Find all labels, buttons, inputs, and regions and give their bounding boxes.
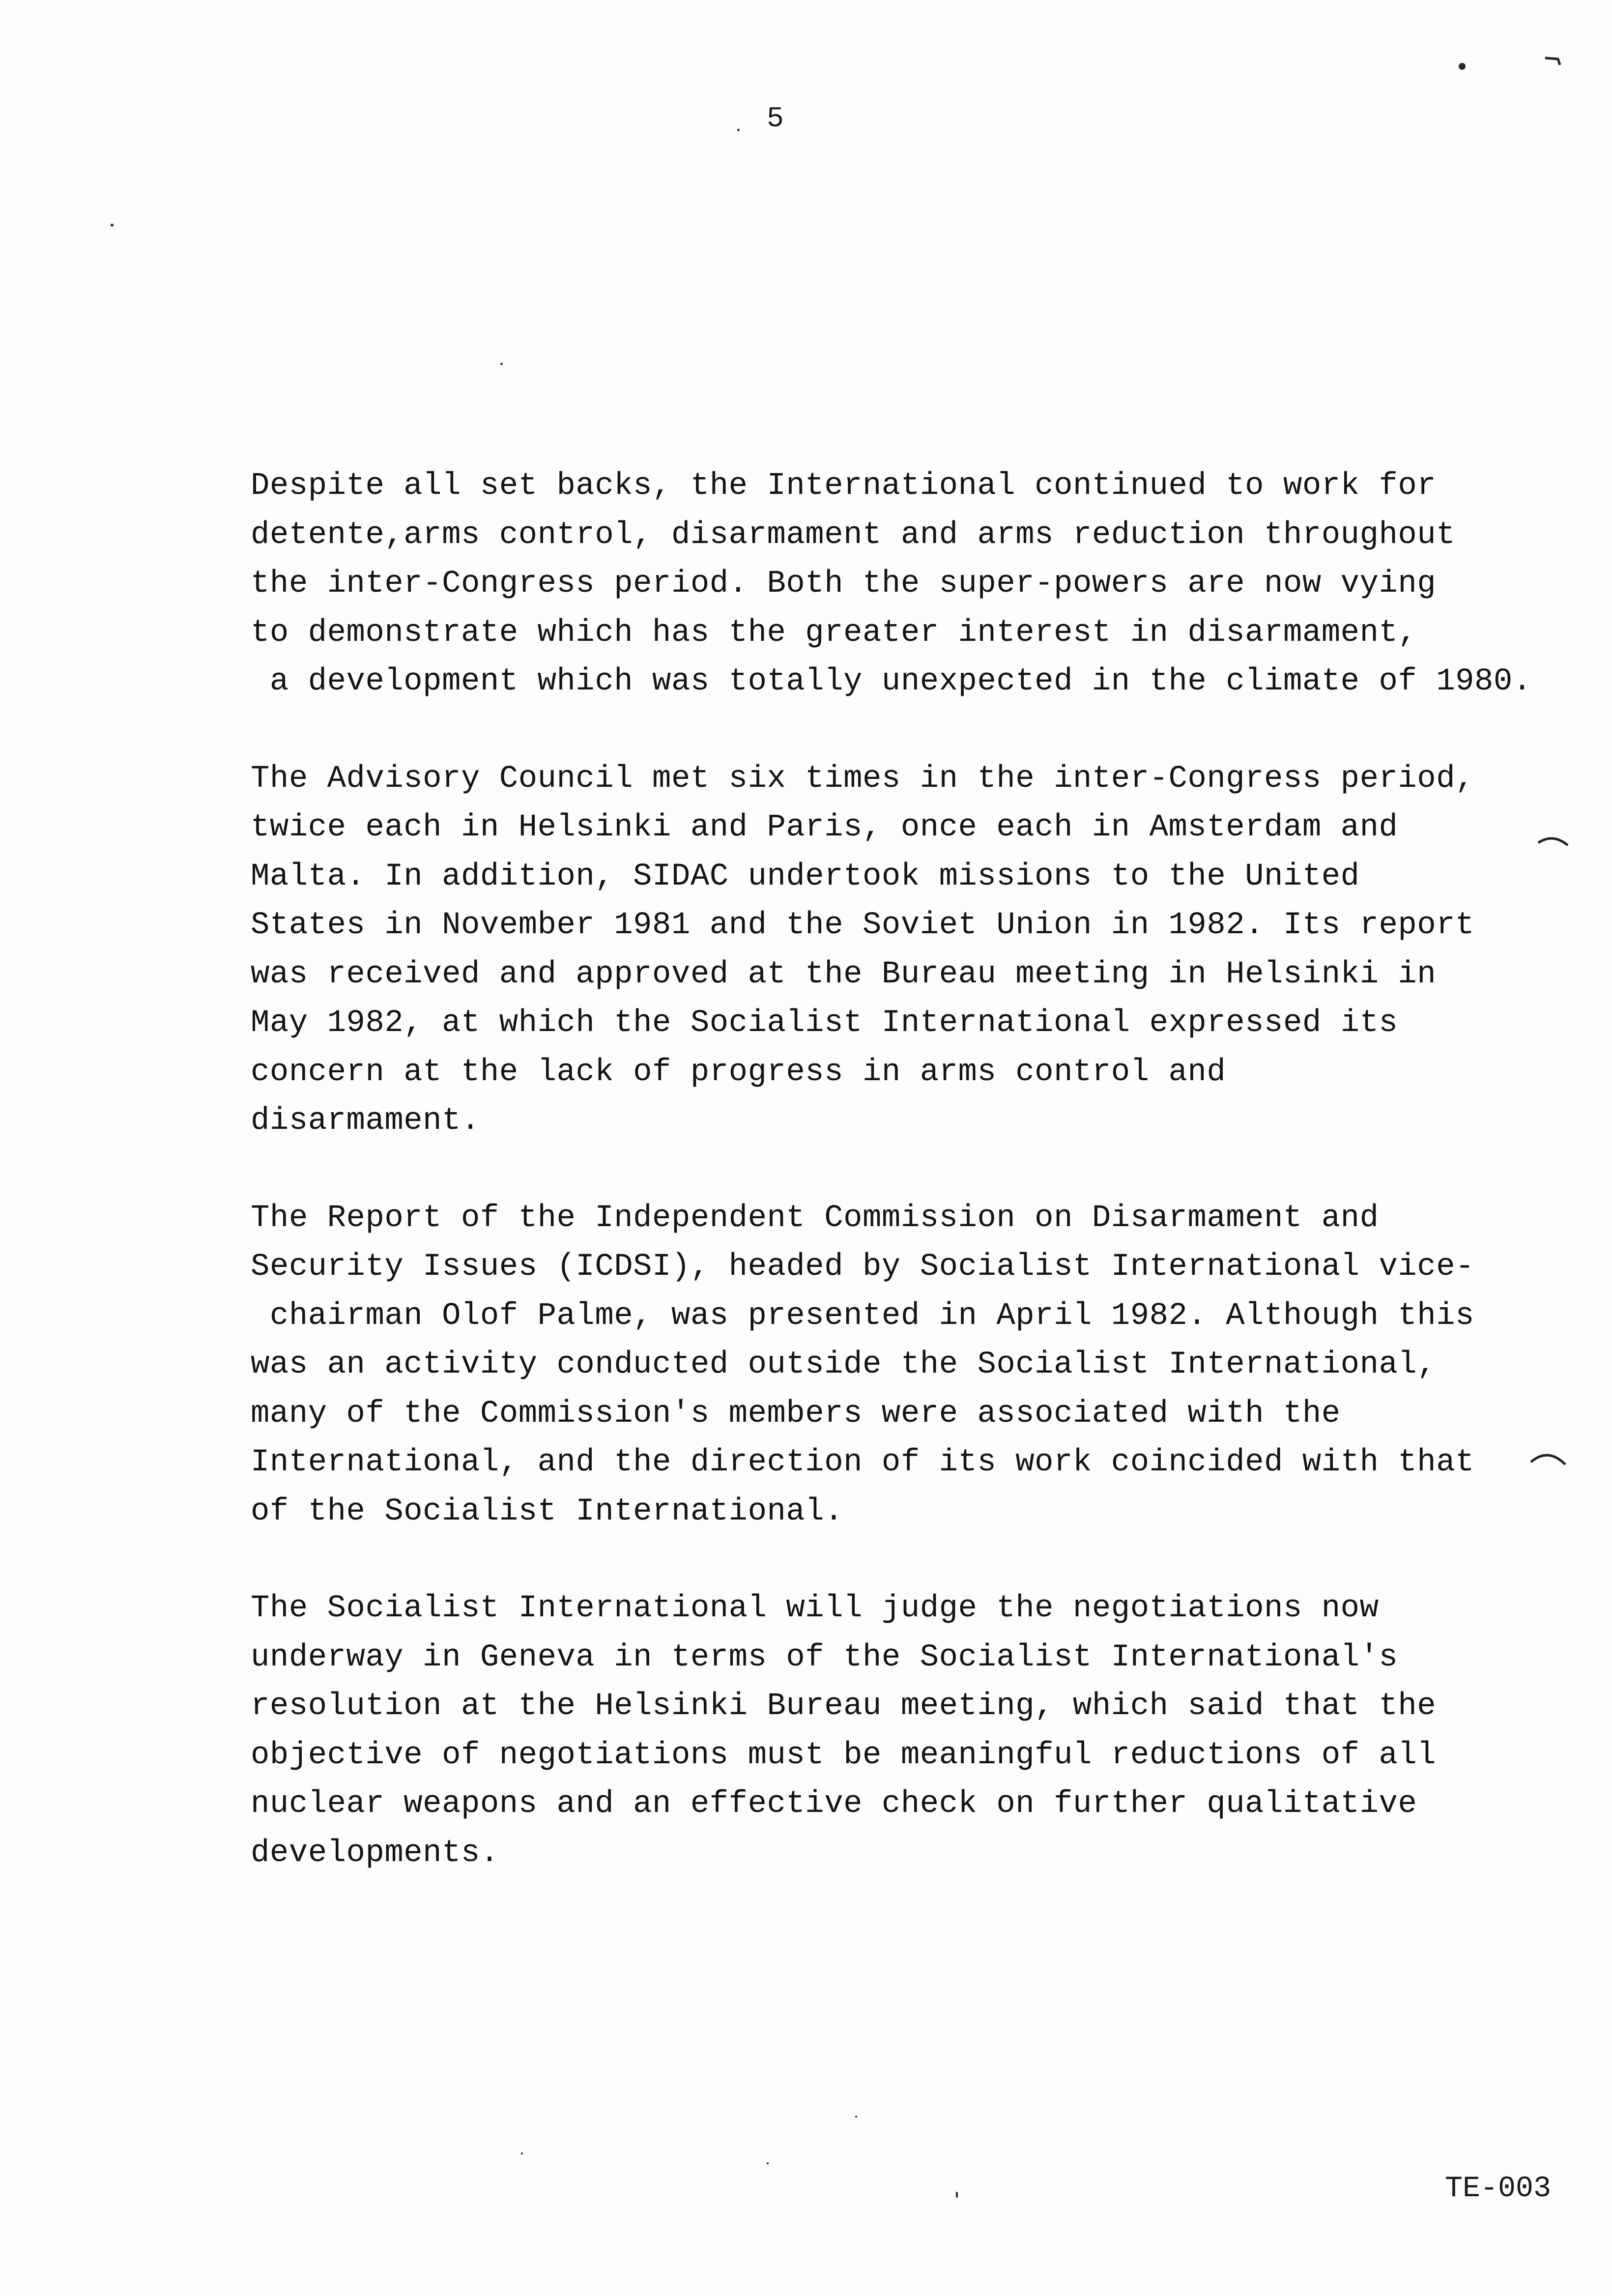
text-line: detente,arms control, disarmament and arms reduction throughout	[251, 517, 1456, 553]
margin-mark	[1536, 831, 1570, 850]
text-line: disarmament.	[251, 1103, 480, 1139]
text-line: Security Issues (ICDSI), headed by Socialist International vice-	[251, 1249, 1474, 1285]
text-line: many of the Commission's members were associated with the	[251, 1396, 1341, 1432]
scan-speck	[767, 2162, 769, 2164]
page-number: 5	[767, 103, 784, 135]
text-line: twice each in Helsinki and Paris, once each in Amsterdam and	[251, 810, 1398, 845]
text-line: was received and approved at the Bureau meeting in Helsinki in	[251, 956, 1437, 992]
paragraph-advisory-council	[251, 755, 1548, 1146]
text-line: States in November 1981 and the Soviet Union in 1982. Its report	[251, 908, 1474, 943]
text-line: International, and the direction of its work coincided with that	[251, 1445, 1474, 1480]
text-line: chairman Olof Palme, was presented in April 1982. Although this	[251, 1298, 1474, 1334]
document-body	[251, 462, 1548, 1926]
text-line: resolution at the Helsinki Bureau meeting, which said that the	[251, 1689, 1437, 1724]
document-code: TE-003	[1445, 2172, 1552, 2206]
text-line: Despite all set backs, the International continued to work for	[251, 468, 1437, 504]
text-line: May 1982, at which the Socialist International expressed its	[251, 1005, 1398, 1041]
text-line: the inter-Congress period. Both the super-powers are now vying	[251, 566, 1437, 602]
text-line: to demonstrate which has the greater interest in disarmament,	[251, 615, 1417, 651]
text-line: objective of negotiations must be meaningful reductions of all	[251, 1737, 1437, 1773]
corner-mark	[1543, 54, 1563, 69]
paragraph-icdsi-report	[251, 1194, 1548, 1537]
paragraph-detente	[251, 462, 1548, 707]
text-line: concern at the lack of progress in arms control and	[251, 1054, 1226, 1090]
text-line: The Advisory Council met six times in the inter-Congress period,	[251, 761, 1474, 797]
text-line: nuclear weapons and an effective check on further qualitative	[251, 1786, 1417, 1822]
scan-speck	[521, 2152, 523, 2154]
scan-speck	[111, 224, 114, 227]
text-line: The Report of the Independent Commission on Disarmament and	[251, 1200, 1379, 1236]
text-line: of the Socialist International.	[251, 1493, 844, 1529]
scan-speck	[737, 129, 740, 131]
text-line: Malta. In addition, SIDAC undertook missions to the United	[251, 859, 1360, 894]
text-line: developments.	[251, 1835, 499, 1871]
text-line: a development which was totally unexpected in the climate of 1980.	[251, 664, 1532, 699]
paragraph-geneva-negotiations	[251, 1584, 1548, 1878]
scan-speck	[500, 363, 503, 365]
text-line: underway in Geneva in terms of the Socialist International's	[251, 1639, 1398, 1675]
text-line: The Socialist International will judge the negotiations now	[251, 1591, 1379, 1626]
margin-mark	[1528, 1447, 1568, 1469]
scan-speck	[855, 2116, 857, 2118]
scan-speck	[956, 2192, 958, 2198]
scan-speck	[1459, 63, 1466, 70]
text-line: was an activity conducted outside the Socialist International,	[251, 1347, 1437, 1382]
